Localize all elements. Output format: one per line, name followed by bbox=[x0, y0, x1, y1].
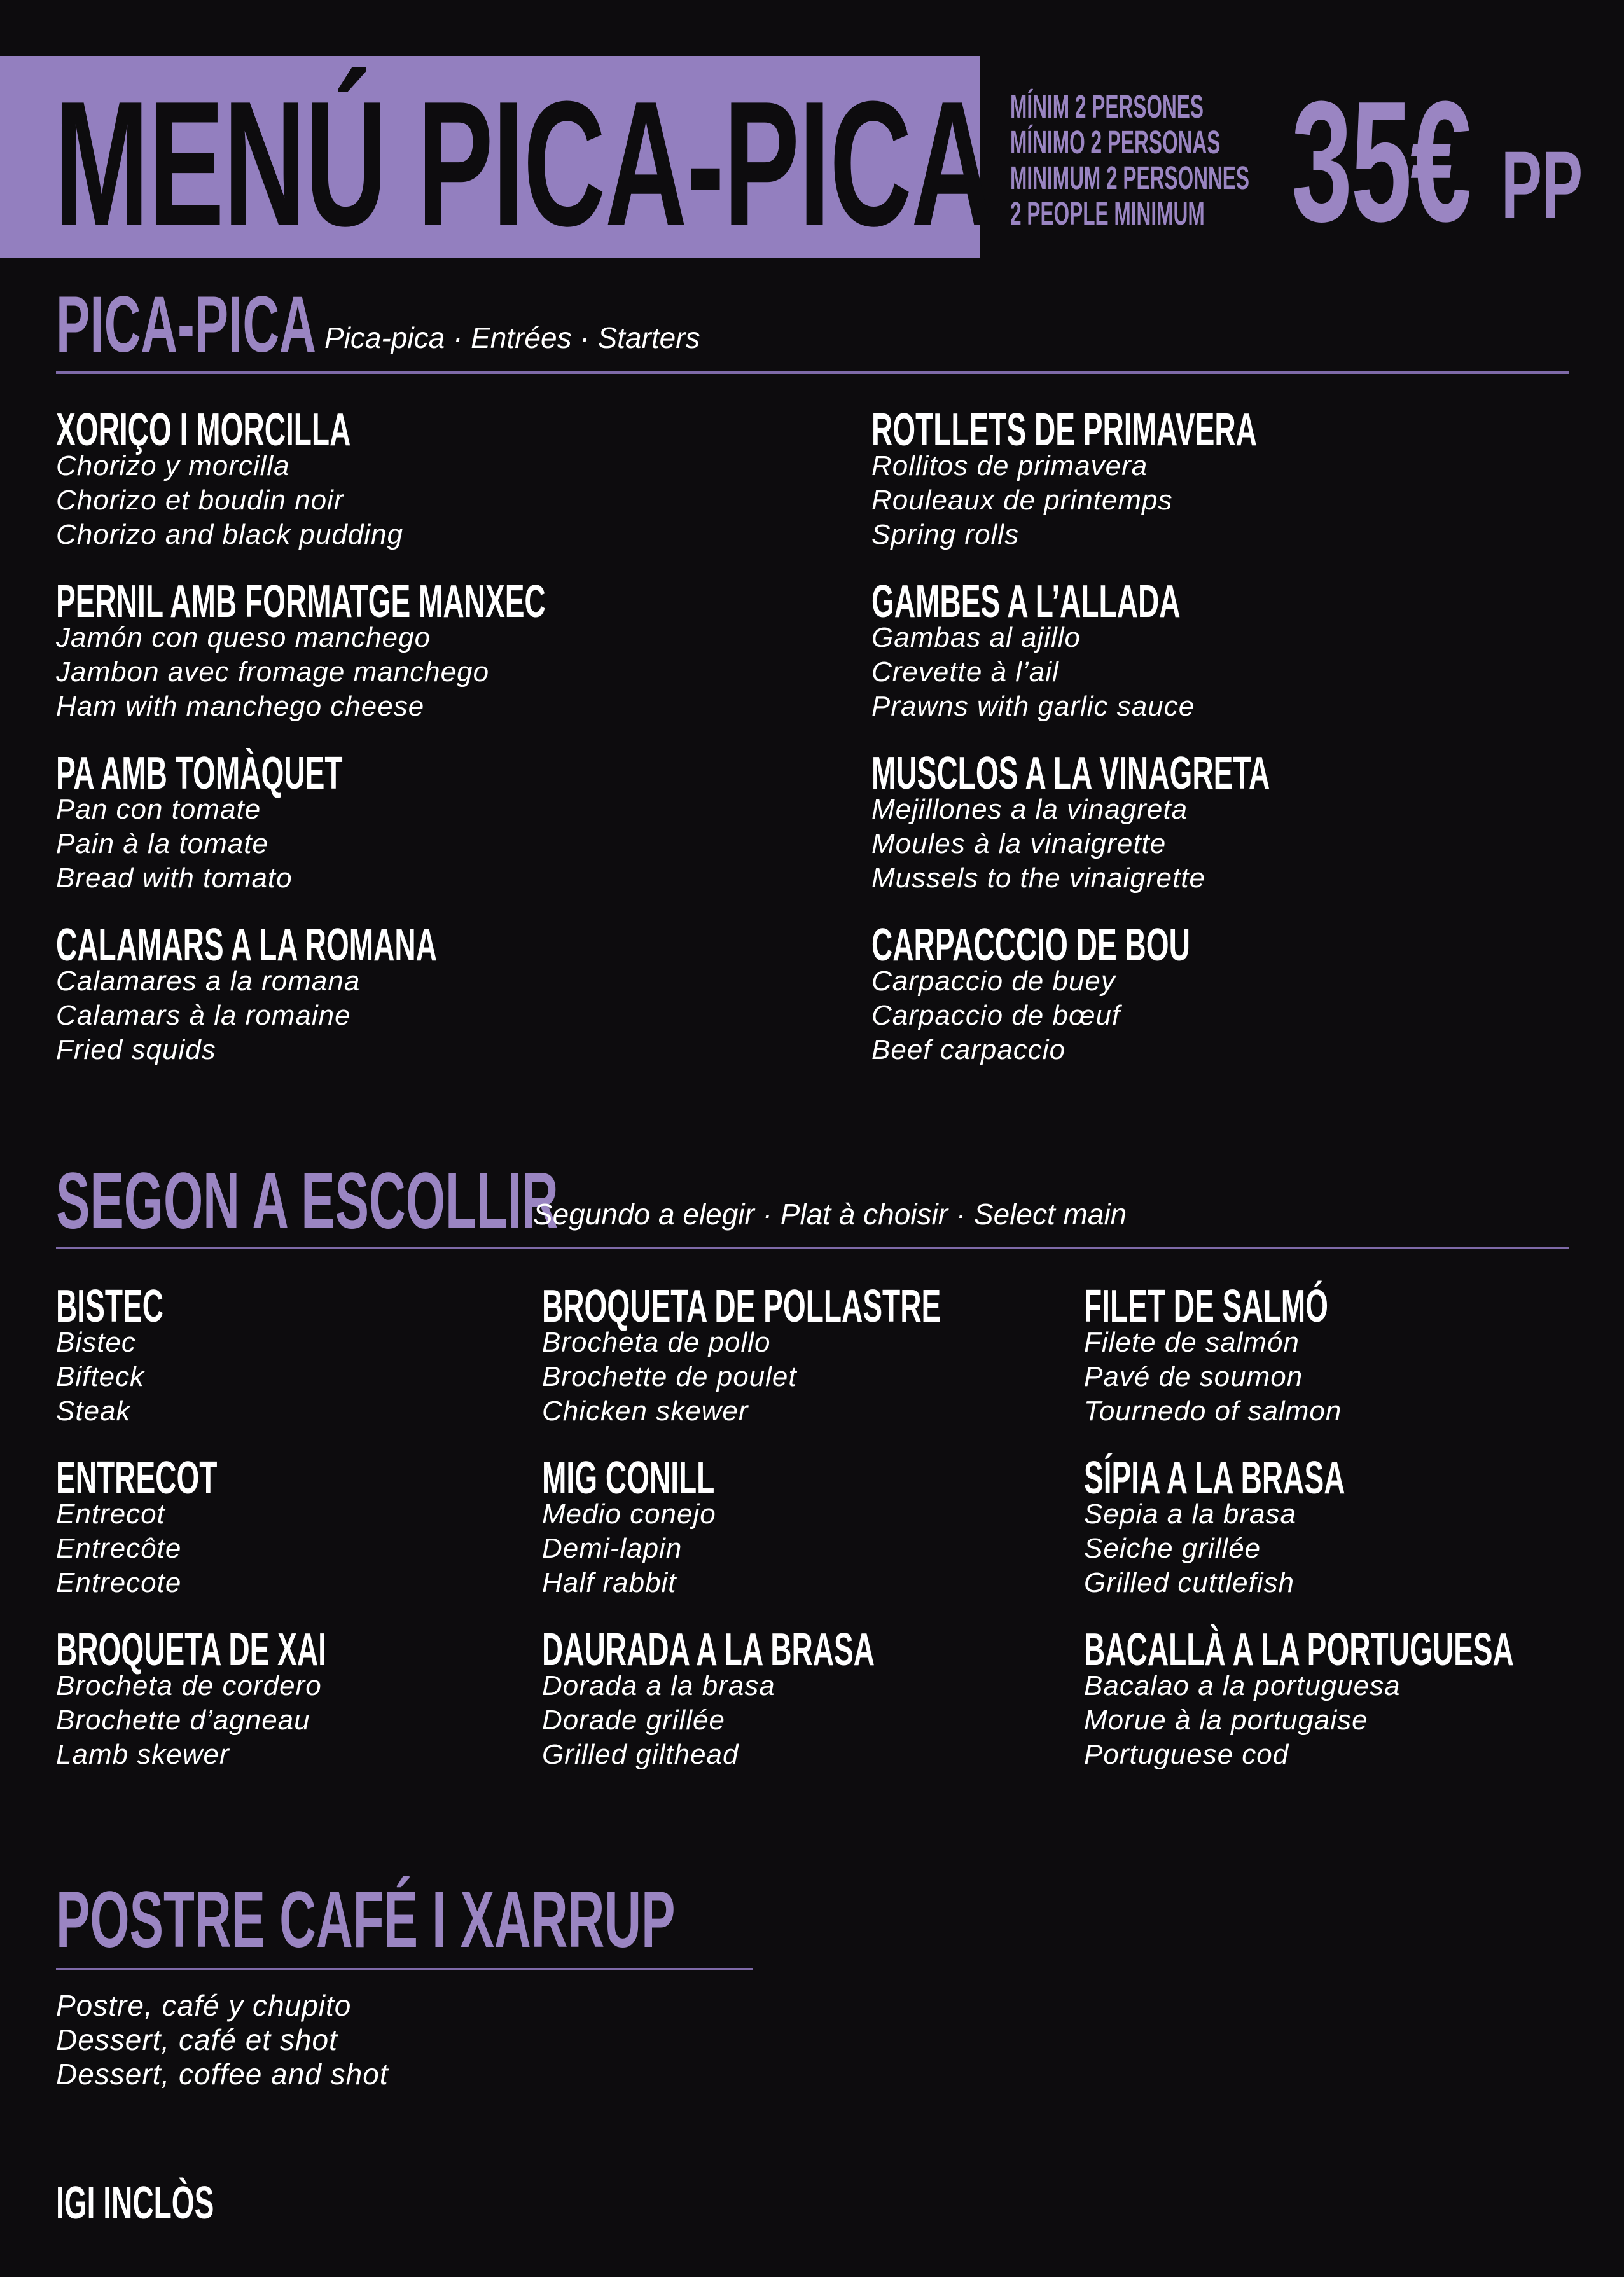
minimum-line-es: MÍNIMO 2 PERSONAS bbox=[1010, 124, 1221, 160]
price: 35€ bbox=[1291, 66, 1470, 258]
dessert-line-es: Postre, café y chupito bbox=[56, 1989, 352, 2022]
dish-translation-fr: Moules à la vinaigrette bbox=[871, 828, 1167, 859]
section-subtitle-mains: Segundo a elegir · Plat à choisir · Select main bbox=[533, 1198, 1127, 1231]
dish-translation-es: Bacalao a la portuguesa bbox=[1084, 1670, 1401, 1701]
dish-translation-fr: Bifteck bbox=[56, 1361, 145, 1392]
dish-translation-en: Half rabbit bbox=[542, 1567, 677, 1598]
dish-item bbox=[56, 1624, 478, 1772]
dish-translation-en: Lamb skewer bbox=[56, 1739, 230, 1770]
dish-translation-en: Chorizo and black pudding bbox=[56, 519, 404, 550]
dish-translation-es: Calamares a la romana bbox=[56, 965, 361, 997]
dish-name: MIG CONILL bbox=[542, 1453, 715, 1504]
dish-translation-fr: Brochette d’agneau bbox=[56, 1705, 310, 1736]
dish-translation-es: Brocheta de pollo bbox=[542, 1327, 771, 1358]
dish-name: PA AMB TOMÀQUET bbox=[56, 748, 343, 799]
menu-title: MENÚ PICA-PICA bbox=[54, 65, 993, 263]
dish-translation-es: Jamón con queso manchego bbox=[56, 622, 431, 653]
dish-name: CARPACCCIO DE BOU bbox=[871, 920, 1190, 971]
dish-translation-fr: Carpaccio de bœuf bbox=[871, 1000, 1121, 1031]
dish-translation-en: Mussels to the vinaigrette bbox=[871, 862, 1205, 894]
dish-item bbox=[56, 922, 651, 1067]
dish-name: PERNIL AMB FORMATGE MANXEC bbox=[56, 576, 546, 627]
dish-translation-fr: Brochette de poulet bbox=[542, 1361, 797, 1392]
dish-name: XORIÇO I MORCILLA bbox=[56, 405, 351, 455]
dessert-line-en: Dessert, coffee and shot bbox=[56, 2058, 389, 2091]
section-subtitle-starters: Pica-pica · Entrées · Starters bbox=[324, 321, 700, 354]
dish-item bbox=[56, 576, 821, 724]
dish-name: DAURADA A LA BRASA bbox=[542, 1624, 875, 1675]
dish-translation-fr: Crevette à l’ail bbox=[871, 656, 1059, 688]
dish-translation-fr: Seiche grillée bbox=[1084, 1533, 1261, 1564]
dish-translation-en: Ham with manchego cheese bbox=[56, 691, 425, 722]
dish-translation-fr: Chorizo et boudin noir bbox=[56, 485, 344, 516]
dish-translation-es: Gambas al ajillo bbox=[871, 622, 1081, 653]
minimum-line-ca: MÍNIM 2 PERSONES bbox=[1010, 88, 1204, 125]
dish-translation-fr: Morue à la portugaise bbox=[1084, 1705, 1368, 1736]
dish-name: BACALLÀ A LA PORTUGUESA bbox=[1084, 1624, 1514, 1675]
dish-translation-es: Dorada a la brasa bbox=[542, 1670, 775, 1701]
dish-translation-en: Bread with tomato bbox=[56, 862, 293, 894]
dish-name: BISTEC bbox=[56, 1281, 163, 1332]
dish-translation-fr: Rouleaux de printemps bbox=[871, 485, 1173, 516]
dish-item bbox=[1084, 1624, 1624, 1772]
dish-translation-en: Chicken skewer bbox=[542, 1395, 749, 1427]
dessert-line-fr: Dessert, café et shot bbox=[56, 2023, 338, 2056]
dish-name: SÍPIA A LA BRASA bbox=[1084, 1453, 1345, 1504]
dish-translation-en: Steak bbox=[56, 1395, 131, 1427]
dish-translation-en: Spring rolls bbox=[871, 519, 1020, 550]
dish-item bbox=[56, 407, 517, 552]
dish-translation-fr: Pain à la tomate bbox=[56, 828, 268, 859]
dish-translation-es: Rollitos de primavera bbox=[871, 450, 1148, 481]
dish-item bbox=[56, 1281, 224, 1429]
dish-name: CALAMARS A LA ROMANA bbox=[56, 920, 437, 971]
dish-translation-es: Carpaccio de buey bbox=[871, 965, 1116, 997]
dish-translation-es: Filete de salmón bbox=[1084, 1327, 1300, 1358]
section-title-mains: SEGON A ESCOLLIR bbox=[56, 1157, 559, 1245]
dish-translation-en: Grilled cuttlefish bbox=[1084, 1567, 1295, 1598]
dessert-description bbox=[56, 1988, 389, 2091]
dish-translation-es: Brocheta de cordero bbox=[56, 1670, 322, 1701]
divider bbox=[56, 371, 1569, 374]
dish-translation-fr: Dorade grillée bbox=[542, 1705, 725, 1736]
dish-translation-en: Fried squids bbox=[56, 1034, 216, 1065]
dish-translation-es: Chorizo y morcilla bbox=[56, 450, 290, 481]
dish-item bbox=[871, 407, 1474, 552]
dish-translation-fr: Calamars à la romaine bbox=[56, 1000, 351, 1031]
dish-item bbox=[871, 748, 1494, 896]
dish-translation-es: Medio conejo bbox=[542, 1498, 716, 1530]
dish-translation-en: Tournedo of salmon bbox=[1084, 1395, 1342, 1427]
section-title-dessert: POSTRE CAFÉ I XARRUP bbox=[56, 1876, 676, 1964]
dish-name: GAMBES A L’ALLADA bbox=[871, 576, 1181, 627]
dish-item bbox=[56, 1455, 308, 1600]
price-unit: PP bbox=[1501, 131, 1583, 238]
dish-item bbox=[542, 1281, 1165, 1429]
minimum-line-en: 2 PEOPLE MINIMUM bbox=[1010, 195, 1205, 232]
dish-name: FILET DE SALMÓ bbox=[1084, 1281, 1328, 1332]
dish-item bbox=[871, 576, 1354, 724]
dish-translation-es: Pan con tomate bbox=[56, 794, 261, 825]
dish-translation-en: Prawns with garlic sauce bbox=[871, 691, 1195, 722]
dish-translation-fr: Entrecôte bbox=[56, 1533, 182, 1564]
dish-item bbox=[871, 922, 1370, 1067]
dish-translation-fr: Jambon avec fromage manchego bbox=[56, 656, 490, 688]
dish-translation-en: Grilled gilthead bbox=[542, 1739, 739, 1770]
dish-translation-en: Beef carpaccio bbox=[871, 1034, 1066, 1065]
dish-item bbox=[1084, 1455, 1492, 1600]
dish-translation-fr: Pavé de soumon bbox=[1084, 1361, 1303, 1392]
dish-translation-en: Portuguese cod bbox=[1084, 1739, 1289, 1770]
dish-item bbox=[542, 1624, 1062, 1772]
dish-translation-fr: Demi-lapin bbox=[542, 1533, 683, 1564]
dish-name: ROTLLETS DE PRIMAVERA bbox=[871, 405, 1257, 455]
section-title-starters: PICA-PICA bbox=[56, 280, 316, 369]
tax-included-note: IGI INCLÒS bbox=[56, 2178, 214, 2229]
dish-name: BROQUETA DE XAI bbox=[56, 1624, 326, 1675]
dish-translation-es: Bistec bbox=[56, 1327, 136, 1358]
divider bbox=[56, 1968, 753, 1970]
dish-name: ENTRECOT bbox=[56, 1453, 218, 1504]
dish-translation-en: Entrecote bbox=[56, 1567, 182, 1598]
minimum-line-fr: MINIMUM 2 PERSONNES bbox=[1010, 160, 1249, 196]
divider bbox=[56, 1247, 1569, 1249]
dish-translation-es: Entrecot bbox=[56, 1498, 165, 1530]
dish-translation-es: Sepia a la brasa bbox=[1084, 1498, 1296, 1530]
dish-name: MUSCLOS A LA VINAGRETA bbox=[871, 748, 1270, 799]
dish-item bbox=[56, 748, 504, 896]
dish-name: BROQUETA DE POLLASTRE bbox=[542, 1281, 941, 1332]
dish-translation-es: Mejillones a la vinagreta bbox=[871, 794, 1188, 825]
dish-item bbox=[542, 1455, 812, 1600]
dish-item bbox=[1084, 1281, 1466, 1429]
